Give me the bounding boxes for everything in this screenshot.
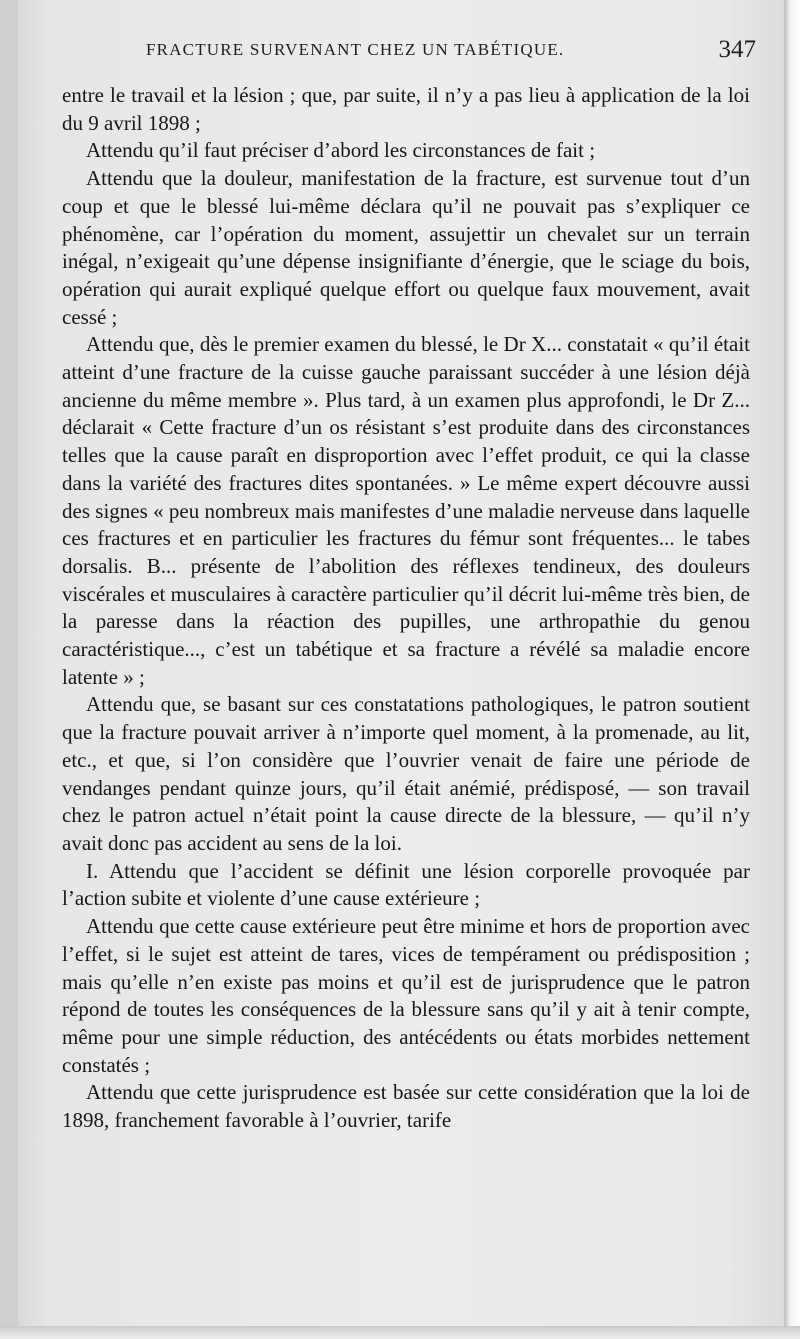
paragraph: Attendu que la douleur, manifestation de la fracture, est survenue tout d’un coup et que le blessé lui-même déclara qu’il ne pouvait pas s’expliquer ce phénomène, car l’opération du moment, assujettir un chevalet sur un terrain inégal, n’exigeait qu’une dépense insignifiante d’énergie, que le sciage du bois, opération qui aurait expliqué quelque effort ou quelque faux mouvement, avait cessé ; [62, 166, 750, 329]
paragraph-continued: entre le travail et la lésion ; que, par suite, il n’y a pas lieu à application de la loi du 9 avril 1898 ; [62, 83, 750, 135]
page-header [146, 38, 756, 68]
paragraph: Attendu que cette cause extérieure peut être minime et hors de proportion avec l’effet, si le sujet est atteint de tares, vices de tempérament ou prédisposition ; mais qu’elle n’en existe pas moins et qu’il est de jurisprudence que le patron répond de toutes les conséquences de la blessure sans qu’il y ait à tenir compte, même pour une simple réduction, des antécédents ou états morbides nettement constatés ; [62, 914, 750, 1077]
paragraph: I. Attendu que l’accident se définit une lésion corporelle provoquée par l’action subite et violente d’une cause extérieure ; [62, 858, 750, 911]
paragraph: Attendu que, dès le premier examen du blessé, le Dr X... constatait « qu’il était atteint d’une fracture de la cuisse gauche paraissant succéder à une lésion déjà ancienne du même membre ». Plus tard, à un examen plus approfondi, le Dr Z... déclarait « Cette fracture d’un os résistant s’est produite dans des circonstances telles que la cause paraît en disproportion avec l’effet produit, ce qui la classe dans la variété des fractures dites spontanées. » Le même expert découvre aussi des signes « peu nombreux mais manifestes d’une maladie nerveuse dans laquelle ces fractures et en particulier les fractures du fémur sont fréquentes... le tabes dorsalis. B... présente de l’abolition des réflexes tendineux, des douleurs viscérales et musculaires à caractère particulier qu’il décrit lui-même très bien, de la paresse dans la réaction des pupilles, une arthropathie du genou caractéristique..., c’est un tabétique et sa fracture a révélé sa maladie encore latente » ; [62, 332, 750, 689]
body-text [62, 82, 750, 1135]
scan-bottom-margin [0, 1326, 800, 1339]
paragraph: Attendu que cette jurisprudence est basée sur cette considération que la loi de 1898, franchement favorable à l’ouvrier, tarife [62, 1080, 750, 1133]
paragraph: Attendu que, se basant sur ces constatations pathologiques, le patron soutient que la fracture pouvait arriver à n’importe quel moment, à la promenade, au lit, etc., et que, si l’on considère que l’ouvrier venait de faire une période de vendanges pendant quinze jours, qu’il était anémié, prédisposé, — son travail chez le patron actuel n’était point la cause directe de la blessure, — qu’il n’y avait donc pas accident au sens de la loi. [62, 692, 750, 855]
running-title: FRACTURE SURVENANT CHEZ UN TABÉTIQUE. [146, 40, 565, 59]
paragraph: Attendu qu’il faut préciser d’abord les circonstances de fait ; [86, 138, 596, 163]
page-number: 347 [718, 36, 756, 63]
page-edge [784, 0, 800, 1339]
